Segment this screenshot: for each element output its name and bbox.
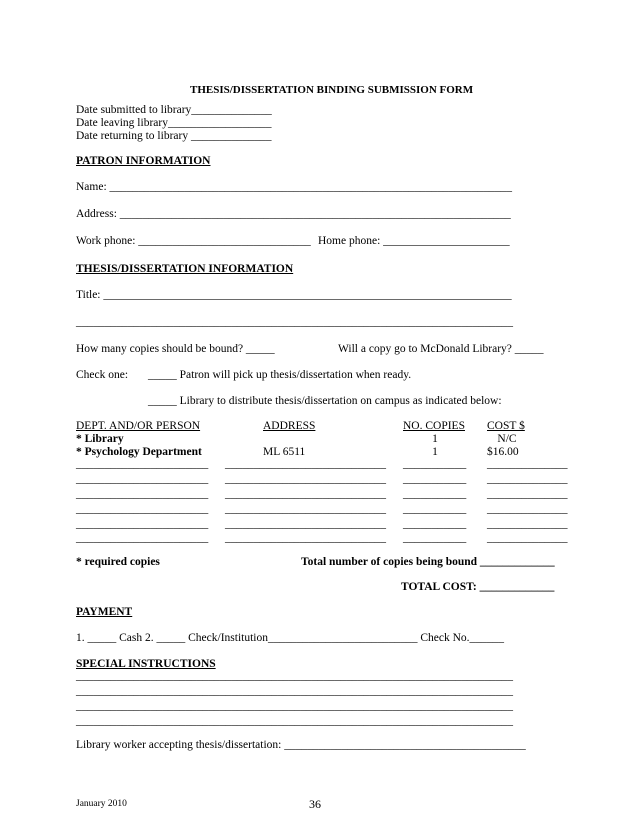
- option-library-distribute[interactable]: _____ Library to distribute thesis/dissertation on campus as indicated below:: [148, 395, 502, 407]
- page-number: 36: [309, 797, 321, 811]
- blank-address-field[interactable]: ____________________________: [225, 532, 386, 544]
- col-header-copies: NO. COPIES: [403, 420, 465, 432]
- blank-dept-field[interactable]: _______________________: [76, 458, 209, 470]
- date-returning-field[interactable]: Date returning to library ______________: [76, 130, 272, 142]
- thesis-heading: THESIS/DISSERTATION INFORMATION: [76, 263, 294, 275]
- payment-method-field[interactable]: 1. _____ Cash 2. _____ Check/Institution__________________________ Check No.______: [76, 632, 505, 644]
- col-header-dept: DEPT. AND/OR PERSON: [76, 420, 201, 432]
- blank-copies-field[interactable]: ___________: [403, 458, 467, 470]
- table-row-cost: N/C: [497, 433, 517, 445]
- table-row-dept: * Library: [76, 433, 124, 445]
- total-copies-field[interactable]: Total number of copies being bound _____________: [301, 556, 555, 568]
- col-header-address: ADDRESS: [263, 420, 316, 432]
- blank-address-field[interactable]: ____________________________: [225, 503, 386, 515]
- title-field-line2[interactable]: ____________________________________________________________________________: [76, 316, 513, 328]
- blank-copies-field[interactable]: ___________: [403, 473, 467, 485]
- blank-cost-field[interactable]: ______________: [487, 518, 568, 530]
- blank-copies-field[interactable]: ___________: [403, 503, 467, 515]
- date-leaving-field[interactable]: Date leaving library__________________: [76, 117, 272, 129]
- mcdonald-question-field[interactable]: Will a copy go to McDonald Library? _____: [338, 343, 544, 355]
- blank-dept-field[interactable]: _______________________: [76, 503, 209, 515]
- table-row-dept: * Psychology Department: [76, 446, 202, 458]
- copies-question-field[interactable]: How many copies should be bound? _____: [76, 343, 275, 355]
- check-one-label: Check one:: [76, 369, 129, 381]
- table-row-copies: 1: [432, 433, 438, 445]
- col-header-cost: COST $: [487, 420, 525, 432]
- special-instructions-line[interactable]: ____________________________________________________________________________: [76, 715, 513, 727]
- blank-copies-field[interactable]: ___________: [403, 532, 467, 544]
- blank-address-field[interactable]: ____________________________: [225, 518, 386, 530]
- table-row-address: ML 6511: [263, 446, 306, 458]
- work-phone-field[interactable]: Work phone: ______________________________: [76, 235, 311, 247]
- special-instructions-heading: SPECIAL INSTRUCTIONS: [76, 658, 216, 670]
- blank-dept-field[interactable]: _______________________: [76, 488, 209, 500]
- required-copies-note: * required copies: [76, 556, 160, 568]
- blank-dept-field[interactable]: _______________________: [76, 532, 209, 544]
- blank-cost-field[interactable]: ______________: [487, 488, 568, 500]
- blank-cost-field[interactable]: ______________: [487, 503, 568, 515]
- table-row-cost: $16.00: [487, 446, 519, 458]
- blank-dept-field[interactable]: _______________________: [76, 518, 209, 530]
- form-title: THESIS/DISSERTATION BINDING SUBMISSION FORM: [190, 84, 474, 96]
- blank-address-field[interactable]: ____________________________: [225, 488, 386, 500]
- library-worker-field[interactable]: Library worker accepting thesis/dissertation: __________________________________________: [76, 739, 526, 751]
- special-instructions-line[interactable]: ____________________________________________________________________________: [76, 685, 513, 697]
- payment-heading: PAYMENT: [76, 606, 133, 618]
- blank-cost-field[interactable]: ______________: [487, 532, 568, 544]
- table-row-copies: 1: [432, 446, 438, 458]
- patron-heading: PATRON INFORMATION: [76, 155, 211, 167]
- address-field[interactable]: Address: ____________________________________________________________________: [76, 208, 511, 220]
- special-instructions-line[interactable]: ____________________________________________________________________________: [76, 700, 513, 712]
- blank-cost-field[interactable]: ______________: [487, 473, 568, 485]
- date-submitted-field[interactable]: Date submitted to library______________: [76, 104, 272, 116]
- blank-cost-field[interactable]: ______________: [487, 458, 568, 470]
- name-field[interactable]: Name: ______________________________________________________________________: [76, 181, 513, 193]
- home-phone-field[interactable]: Home phone: ______________________: [318, 235, 510, 247]
- blank-copies-field[interactable]: ___________: [403, 488, 467, 500]
- footer-date: January 2010: [76, 799, 127, 809]
- blank-address-field[interactable]: ____________________________: [225, 458, 386, 470]
- title-field[interactable]: Title: _______________________________________________________________________: [76, 289, 512, 301]
- special-instructions-line[interactable]: ____________________________________________________________________________: [76, 670, 513, 682]
- blank-address-field[interactable]: ____________________________: [225, 473, 386, 485]
- total-cost-field[interactable]: TOTAL COST: _____________: [401, 581, 555, 593]
- blank-dept-field[interactable]: _______________________: [76, 473, 209, 485]
- blank-copies-field[interactable]: ___________: [403, 518, 467, 530]
- option-patron-pickup[interactable]: _____ Patron will pick up thesis/dissertation when ready.: [148, 369, 412, 381]
